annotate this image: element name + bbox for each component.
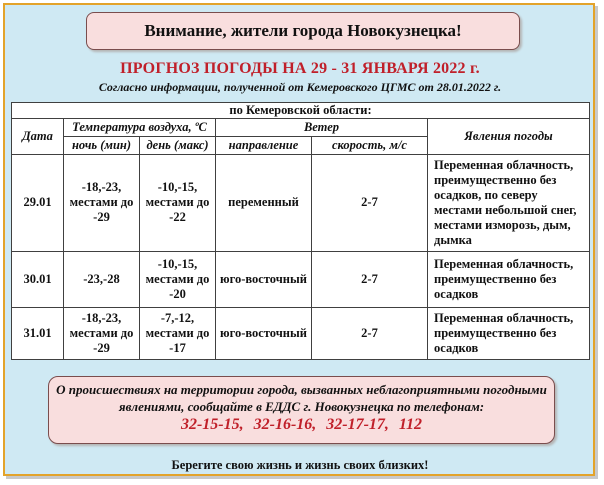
weather-table (11, 102, 590, 360)
row-wind-direction: переменный (216, 155, 312, 251)
date-header: Дата (12, 119, 64, 155)
row-day-temp: -7,-12, местами до -17 (140, 307, 216, 359)
table-row (12, 251, 590, 307)
wind-header: Ветер (216, 119, 428, 137)
row-phenomena: Переменная облачность, преимущественно без осадков (428, 307, 590, 359)
region-header: по Кемеровской области: (12, 103, 590, 119)
row-wind-speed: 2-7 (312, 155, 428, 251)
care-message: Берегите свою жизнь и жизнь своих близких! (171, 458, 429, 472)
emergency-phones: 32-15-15, 32-16-16, 32-17-17, 112 (180, 416, 423, 433)
emergency-info-box (48, 376, 555, 444)
row-day-temp: -10,-15, местами до -22 (140, 155, 216, 251)
row-date: 31.01 (12, 307, 64, 359)
row-wind-speed: 2-7 (312, 307, 428, 359)
row-phenomena: Переменная облачность, преимущественно без осадков, по северу местами небольшой снег, местами изморозь, дым, дымка (428, 155, 590, 251)
direction-header: направление (216, 137, 312, 155)
row-night-temp: -18,-23, местами до -29 (64, 307, 140, 359)
day-header: день (макс) (140, 137, 216, 155)
source-note: Согласно информации, полученной от Кемеровского ЦГМС от 28.01.2022 г. (98, 80, 502, 94)
row-wind-direction: юго-восточный (216, 251, 312, 307)
row-night-temp: -23,-28 (64, 251, 140, 307)
speed-header: скорость, м/с (312, 137, 428, 155)
night-header: ночь (мин) (64, 137, 140, 155)
attention-text: Внимание, жители города Новокузнецка! (144, 21, 462, 40)
row-date: 30.01 (12, 251, 64, 307)
temperature-header: Температура воздуха, ºС (64, 119, 216, 137)
row-wind-direction: юго-восточный (216, 307, 312, 359)
row-phenomena: Переменная облачность, преимущественно без осадков (428, 251, 590, 307)
attention-banner (86, 12, 520, 50)
row-day-temp: -10,-15, местами до -20 (140, 251, 216, 307)
forecast-title: ПРОГНОЗ ПОГОДЫ НА 29 - 31 ЯНВАРЯ 2022 г. (120, 60, 480, 77)
phenomena-header: Явления погоды (428, 119, 590, 155)
row-night-temp: -18,-23, местами до -29 (64, 155, 140, 251)
emergency-text: О происшествиях на территории города, вызванных неблагоприятными погодными явлениями, сообщайте в ЕДДС г. Новокузнецка по телефонам: (56, 382, 547, 414)
row-date: 29.01 (12, 155, 64, 251)
table-row (12, 307, 590, 359)
row-wind-speed: 2-7 (312, 251, 428, 307)
table-row (12, 155, 590, 251)
